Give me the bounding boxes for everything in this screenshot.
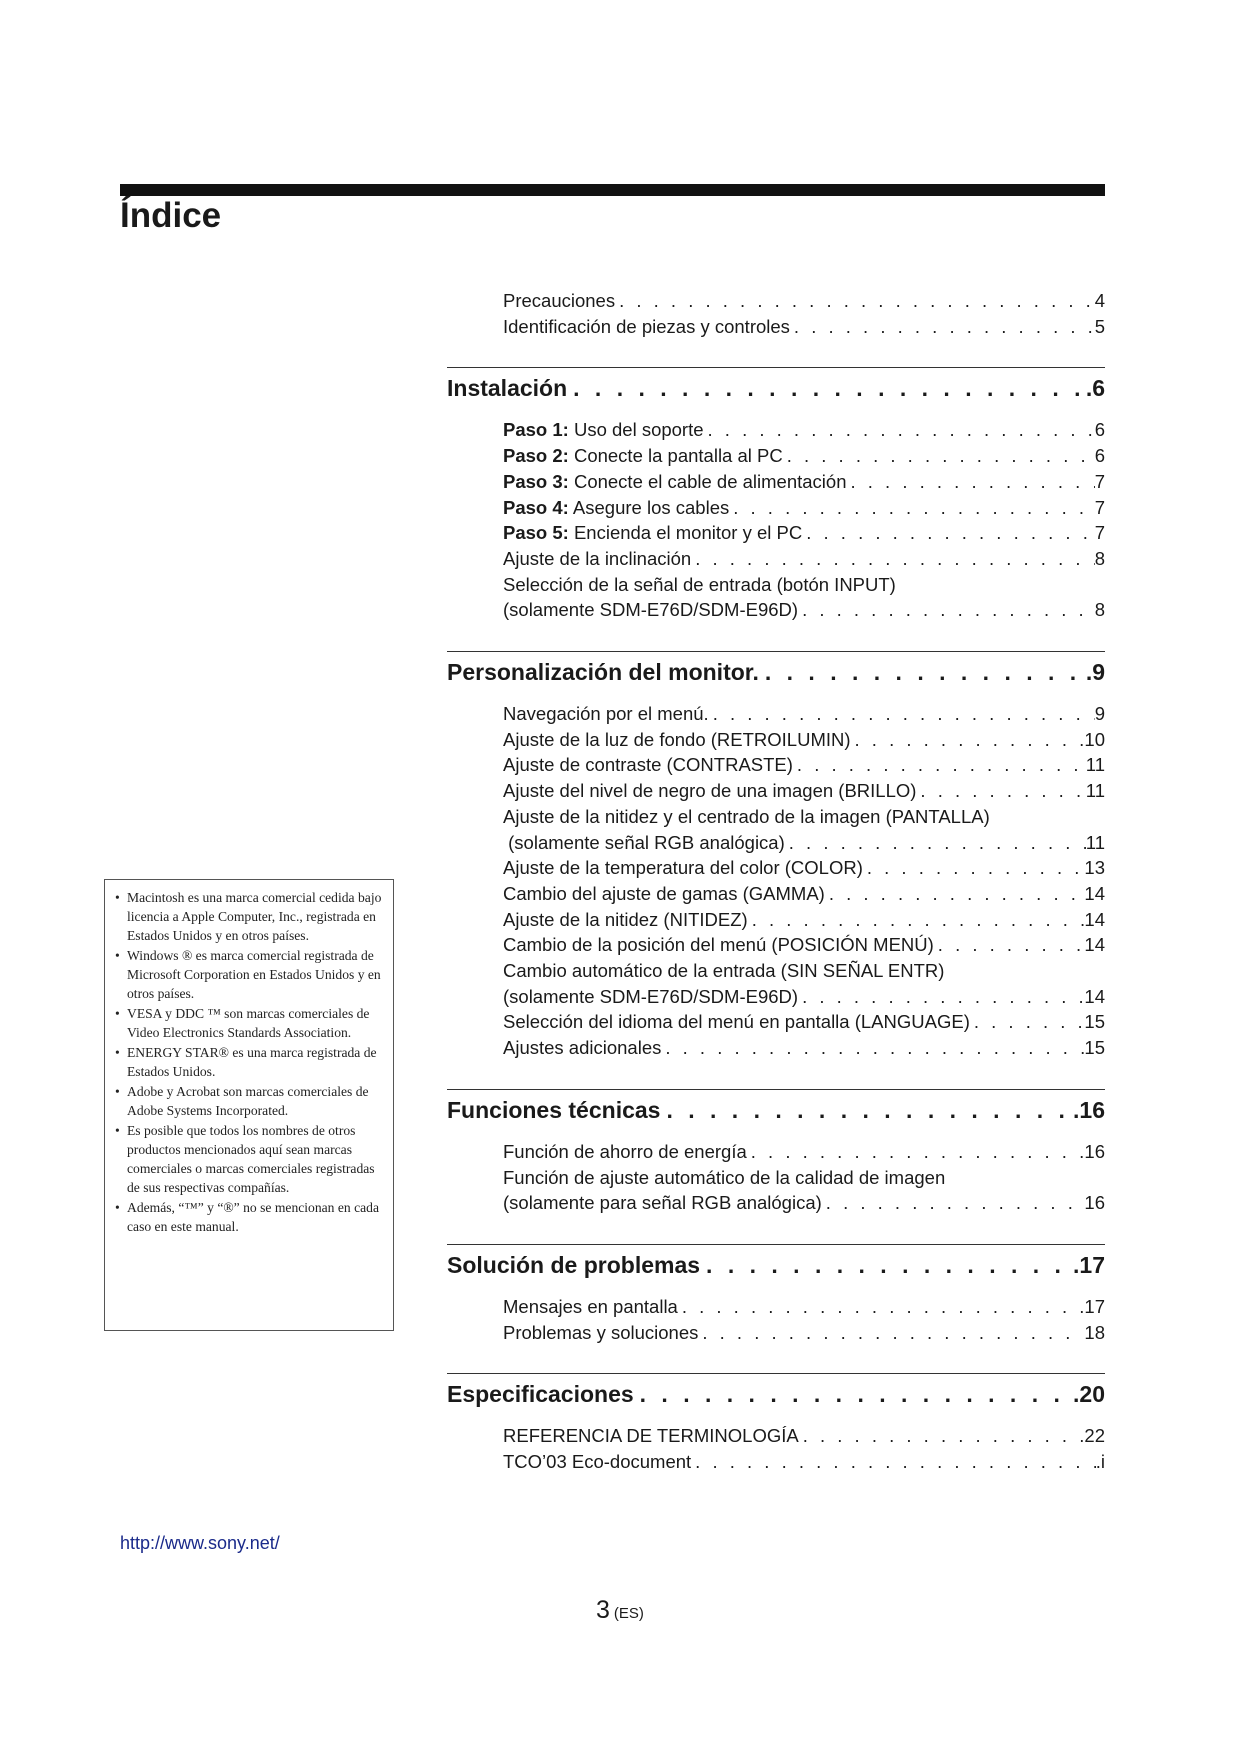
toc-entry[interactable] <box>503 958 1105 984</box>
toc-entry[interactable] <box>503 1294 1105 1320</box>
toc-entry-page: 11 <box>1085 780 1105 802</box>
toc-entry[interactable] <box>503 1139 1105 1165</box>
toc-entry-page: 9 <box>1094 703 1105 725</box>
dot-leader <box>851 727 1085 753</box>
section-title: Funciones técnicas <box>447 1096 661 1123</box>
toc-entry[interactable] <box>503 881 1105 907</box>
toc-entry-text: Selección del idioma del menú en pantalla (LANGUAGE) <box>503 1011 970 1033</box>
dot-leader <box>970 1009 1085 1035</box>
toc-entry-page: 15 <box>1084 1037 1105 1059</box>
bullet-icon: • <box>115 1006 120 1021</box>
toc-entry[interactable] <box>503 1035 1105 1061</box>
toc-entry[interactable] <box>503 727 1105 753</box>
bullet-icon: • <box>115 1045 120 1060</box>
toc-entry-step: Paso 3: <box>503 470 569 492</box>
bullet-icon: • <box>115 1123 120 1138</box>
dot-leader <box>615 288 1095 314</box>
toc-entry-text: Función de ajuste automático de la calidad de imagen <box>503 1166 946 1188</box>
toc-entry-page: 13 <box>1084 857 1105 879</box>
toc-entry-label <box>503 495 729 521</box>
toc-entry-text: (solamente para señal RGB analógica) <box>503 1192 822 1214</box>
toc-entry-text: TCO’03 Eco-document <box>503 1451 692 1473</box>
toc-entry[interactable] <box>503 495 1105 521</box>
section-heading[interactable] <box>447 371 1105 405</box>
toc-entry[interactable] <box>503 984 1105 1010</box>
toc-section <box>447 367 1105 623</box>
toc-entry-label <box>503 1190 822 1216</box>
toc-entry-label <box>503 572 896 598</box>
toc-entry[interactable] <box>503 1320 1105 1346</box>
dot-leader <box>790 314 1095 340</box>
toc-entry-text: Encienda el monitor y el PC <box>568 522 803 544</box>
toc-entry-text: (solamente SDM-E76D/SDM-E96D) <box>503 985 799 1007</box>
trademark-note-text: Windows ® es marca comercial registrada de Microsoft Corporation en Estados Unidos y en otros países. <box>127 948 381 1001</box>
toc-entry-page: 10 <box>1084 728 1105 750</box>
toc-section <box>447 1373 1105 1474</box>
dot-leader <box>802 520 1094 546</box>
toc-entry[interactable] <box>503 469 1105 495</box>
toc-entry-text: Ajuste de la inclinación <box>503 547 692 569</box>
section-heading[interactable] <box>447 1248 1105 1282</box>
dot-leader <box>700 1248 1073 1282</box>
dot-leader <box>846 469 1094 495</box>
dot-leader <box>934 932 1085 958</box>
toc-entry-label <box>503 932 934 958</box>
toc-entry-label <box>503 1009 970 1035</box>
dot-leader <box>793 752 1086 778</box>
toc-entry-page: 16 <box>1084 1140 1105 1162</box>
toc-entry[interactable] <box>503 520 1105 546</box>
trademark-note-text: Es posible que todos los nombres de otros productos mencionados aquí sean marcas comerciales o marcas comerciales registradas de sus respectivas compañías. <box>127 1123 375 1195</box>
section-page: .20 <box>1073 1381 1105 1408</box>
trademark-note-text: VESA y DDC ™ son marcas comerciales de Video Electronics Standards Association. <box>127 1006 370 1040</box>
page-title: Índice <box>120 196 222 235</box>
toc-entry[interactable] <box>503 1009 1105 1035</box>
bullet-icon: • <box>115 1084 120 1099</box>
toc-entry[interactable] <box>503 1165 1105 1191</box>
toc-entry-label <box>503 417 704 443</box>
dot-leader <box>759 655 1086 689</box>
toc-entry-page: 14 <box>1084 985 1105 1007</box>
toc-entry-text: REFERENCIA DE TERMINOLOGÍA <box>503 1425 799 1447</box>
toc-entry-text: Asegure los cables <box>568 496 730 518</box>
toc-entry-page: 17 <box>1084 1295 1105 1317</box>
toc-entry-label <box>503 1294 678 1320</box>
toc-section <box>447 1089 1105 1216</box>
bullet-icon: • <box>115 890 120 905</box>
toc-entry-page: 4 <box>1094 290 1105 311</box>
toc-entry-page: 18 <box>1084 1321 1105 1343</box>
toc-entry-label <box>503 804 990 830</box>
toc-entry[interactable] <box>503 417 1105 443</box>
toc-entry-label <box>503 727 851 753</box>
page-lang: (ES) <box>613 1605 644 1622</box>
page-number-value: 3 <box>596 1596 610 1624</box>
toc-entry[interactable] <box>503 701 1105 727</box>
trademark-note-text: ENERGY STAR® es una marca registrada de Estados Unidos. <box>127 1045 377 1079</box>
dot-leader <box>729 495 1094 521</box>
toc-entry-text: Cambio automático de la entrada (SIN SEÑAL ENTR) <box>503 960 945 982</box>
toc-entry-text: Cambio de la posición del menú (POSICIÓN MENÚ) <box>503 934 934 956</box>
trademark-notes <box>104 879 394 1331</box>
toc-entry-label <box>503 1035 661 1061</box>
toc-entry-page: 6 <box>1094 445 1105 467</box>
trademark-note <box>115 946 385 1003</box>
toc-entry-text: Ajuste de la nitidez (NITIDEZ) <box>503 908 748 930</box>
toc-entry-page: 7 <box>1094 522 1105 544</box>
toc-entry-page: 11 <box>1085 831 1105 853</box>
toc-entry[interactable] <box>503 778 1105 804</box>
toc-entry-label <box>503 314 790 340</box>
toc-entry-label <box>503 443 783 469</box>
sections <box>447 367 1105 1474</box>
toc-entry-step: Paso 5: <box>503 522 569 544</box>
trademark-note-text: Adobe y Acrobat son marcas comerciales de Adobe Systems Incorporated. <box>127 1084 369 1118</box>
toc-entry-label <box>503 1320 698 1346</box>
toc-entry-page: 7 <box>1094 470 1105 492</box>
section-page: .17 <box>1073 1251 1105 1278</box>
toc-entry[interactable] <box>503 932 1105 958</box>
section-title: Especificaciones <box>447 1381 634 1408</box>
toc-entry-step: Paso 4: <box>503 496 569 518</box>
trademark-note-text: Macintosh es una marca comercial cedida bajo licencia a Apple Computer, Inc., registrada en Estados Unidos y en otros países. <box>127 890 382 943</box>
intro-entries <box>447 288 1105 339</box>
toc-entry-label <box>503 546 691 572</box>
dot-leader <box>822 1190 1085 1216</box>
section-title: Personalización del monitor. <box>447 659 759 686</box>
section-heading[interactable] <box>447 1377 1105 1411</box>
dot-leader <box>748 907 1085 933</box>
toc-entry[interactable] <box>503 288 1105 314</box>
dot-leader <box>660 1093 1073 1127</box>
dot-leader <box>916 778 1085 804</box>
trademark-note <box>115 1043 385 1081</box>
toc-entry-label <box>503 469 846 495</box>
toc-entry-label <box>503 830 785 856</box>
dot-leader <box>709 701 1095 727</box>
trademark-note <box>115 1082 385 1120</box>
dot-leader <box>567 371 1086 405</box>
toc-entry[interactable] <box>503 855 1105 881</box>
dot-leader <box>863 855 1085 881</box>
toc-entry-text: Ajuste de la luz de fondo (RETROILUMIN) <box>503 728 851 750</box>
toc-entry-label <box>503 907 748 933</box>
toc-entry[interactable] <box>503 830 1105 856</box>
trademark-note-text: Además, “™” y “®” no se mencionan en cada caso en este manual. <box>127 1200 379 1234</box>
dot-leader <box>825 881 1085 907</box>
dot-leader <box>785 830 1086 856</box>
dot-leader <box>798 597 1095 623</box>
toc-entry[interactable] <box>503 1190 1105 1216</box>
toc-entry-text: Ajuste de la temperatura del color (COLOR) <box>503 857 863 879</box>
toc-entry-page: 8 <box>1094 599 1105 621</box>
dot-leader <box>799 1423 1085 1449</box>
toc-entry-page: 14 <box>1084 934 1105 956</box>
toc-entry[interactable] <box>503 804 1105 830</box>
dot-leader <box>704 417 1095 443</box>
toc-section <box>447 651 1105 1061</box>
dot-leader <box>678 1294 1085 1320</box>
toc-entry-text: Problemas y soluciones <box>503 1321 699 1343</box>
toc-entry-page: 15 <box>1084 1011 1105 1033</box>
toc-entry-text: Ajustes adicionales <box>503 1037 662 1059</box>
toc-entry-label <box>503 597 798 623</box>
toc-entry-text: Precauciones <box>503 290 616 311</box>
dot-leader <box>634 1377 1073 1411</box>
toc-entry[interactable] <box>503 546 1105 572</box>
toc-entry[interactable] <box>503 1423 1105 1449</box>
toc-entry-page: .i <box>1095 1451 1105 1473</box>
toc-entry-text: Conecte el cable de alimentación <box>568 470 847 492</box>
dot-leader <box>661 1035 1084 1061</box>
section-page: .16 <box>1073 1096 1105 1123</box>
table-of-contents <box>447 288 1105 1475</box>
toc-entry-page: 14 <box>1084 908 1105 930</box>
toc-entry-text: Navegación por el menú. <box>503 703 709 725</box>
sony-url-link[interactable]: http://www.sony.net/ <box>120 1533 280 1553</box>
toc-entry-label <box>503 288 615 314</box>
section-heading[interactable] <box>447 655 1105 689</box>
section-page: .9 <box>1085 659 1105 686</box>
toc-entry-step: Paso 2: <box>503 445 569 467</box>
trademark-note <box>115 1198 385 1236</box>
toc-entry[interactable] <box>503 1449 1105 1475</box>
toc-entry-text: Conecte la pantalla al PC <box>568 445 783 467</box>
bullet-icon: • <box>115 1200 120 1215</box>
dot-leader <box>691 1449 1096 1475</box>
toc-entry-text: Selección de la señal de entrada (botón INPUT) <box>503 573 896 595</box>
top-rule <box>120 184 1105 196</box>
page-number <box>596 1596 644 1625</box>
toc-entry-label <box>503 701 709 727</box>
toc-entry-text: (solamente SDM-E76D/SDM-E96D) <box>503 599 799 621</box>
toc-entry-page: 7 <box>1094 496 1105 518</box>
trademark-note <box>115 1121 385 1197</box>
dot-leader <box>783 443 1095 469</box>
toc-entry[interactable] <box>503 907 1105 933</box>
bullet-icon: • <box>115 948 120 963</box>
toc-entry[interactable] <box>503 752 1105 778</box>
toc-entry-page: 5 <box>1094 315 1105 337</box>
toc-entry-page: 11 <box>1085 754 1105 776</box>
toc-entry-page: 16 <box>1084 1192 1105 1214</box>
toc-entry-page: 8 <box>1094 547 1105 569</box>
toc-entry[interactable] <box>503 572 1105 598</box>
toc-entry-text: Ajuste del nivel de negro de una imagen (BRILLO) <box>503 780 917 802</box>
toc-entry-text: Cambio del ajuste de gamas (GAMMA) <box>503 882 825 904</box>
toc-entry-step: Paso 1: <box>503 419 569 441</box>
dot-leader <box>691 546 1095 572</box>
trademark-note <box>115 1004 385 1042</box>
toc-entry-label <box>503 881 825 907</box>
toc-entry-text: Ajuste de contraste (CONTRASTE) <box>503 754 793 776</box>
toc-entry-text: Uso del soporte <box>568 419 704 441</box>
toc-entry-page: 22 <box>1084 1425 1105 1447</box>
toc-entry[interactable] <box>503 597 1105 623</box>
toc-entry-page: 14 <box>1084 882 1105 904</box>
toc-entry-text: Función de ahorro de energía <box>503 1140 747 1162</box>
dot-leader <box>798 984 1084 1010</box>
toc-entry-text: Mensajes en pantalla <box>503 1295 678 1317</box>
toc-entry-label <box>503 958 944 984</box>
toc-entry[interactable] <box>503 443 1105 469</box>
toc-entry-label <box>503 520 802 546</box>
section-heading[interactable] <box>447 1093 1105 1127</box>
section-page: .6 <box>1085 375 1105 402</box>
toc-entry-label <box>503 1139 747 1165</box>
toc-entry-label <box>503 1449 691 1475</box>
dot-leader <box>747 1139 1085 1165</box>
toc-entry-text: Ajuste de la nitidez y el centrado de la imagen (PANTALLA) <box>503 805 990 827</box>
toc-entry-label <box>503 1165 945 1191</box>
toc-entry-label <box>503 752 793 778</box>
toc-section <box>447 1244 1105 1345</box>
trademark-note <box>115 888 385 945</box>
toc-entry-text: Identificación de piezas y controles <box>503 315 790 337</box>
toc-entry-label <box>503 778 916 804</box>
dot-leader <box>698 1320 1084 1346</box>
toc-entry-label <box>503 855 863 881</box>
toc-entry-label <box>503 1423 799 1449</box>
toc-entry-text: (solamente señal RGB analógica) <box>503 831 785 853</box>
toc-entry-page: 6 <box>1094 419 1105 441</box>
toc-entry-label <box>503 984 798 1010</box>
section-title: Solución de problemas <box>447 1251 701 1278</box>
section-title: Instalación <box>447 375 568 402</box>
toc-entry[interactable] <box>503 314 1105 340</box>
